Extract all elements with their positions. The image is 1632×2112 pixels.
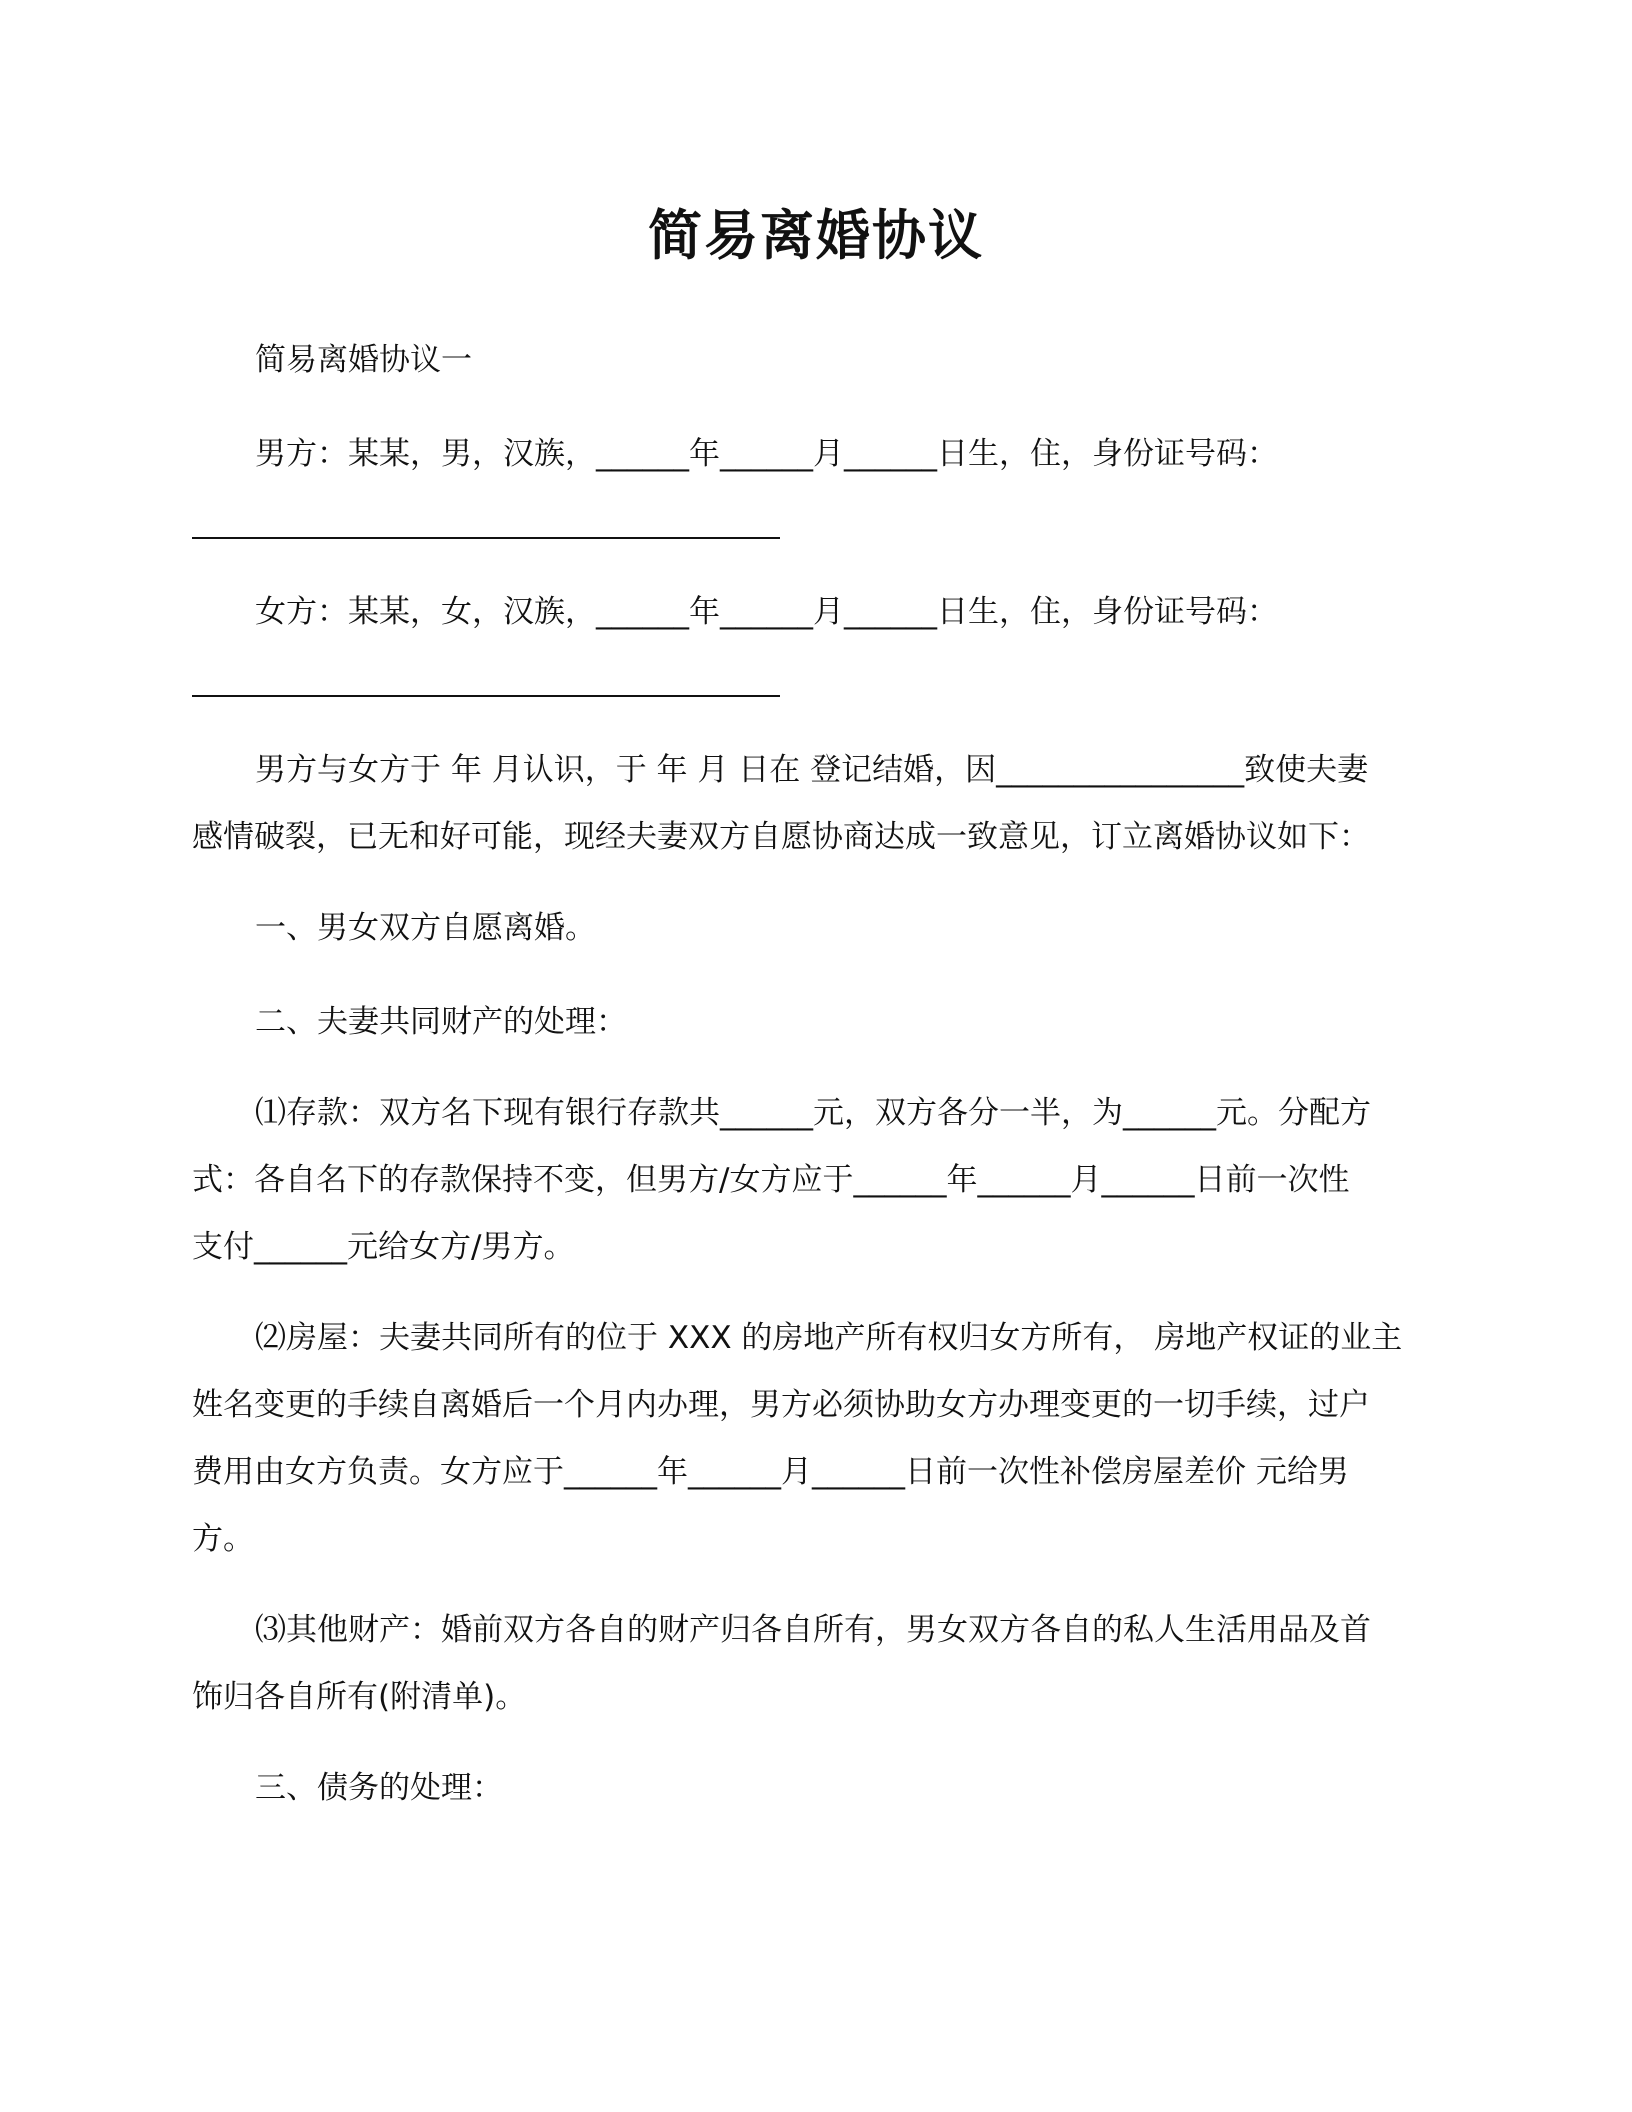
section-heading: 简易离婚协议一: [255, 342, 472, 378]
paragraph-line: ⑵房屋：夫妻共同所有的位于 XXX 的房地产所有权归女方所有， 房地产权证的业主: [255, 1320, 1403, 1356]
paragraph-line: 方。: [192, 1521, 254, 1557]
paragraph-line: 饰归各自所有(附清单)。: [192, 1679, 527, 1715]
paragraph-line: 式：各自名下的存款保持不变，但男方/女方应于______年______月______日前一次性: [192, 1162, 1350, 1198]
female-id-blank-line: [192, 695, 780, 697]
male-party-line: 男方：某某，男，汉族，______年______月______日生，住，身份证号码：: [255, 436, 1278, 472]
male-id-blank-line: [192, 537, 780, 539]
paragraph-line: ⑶其他财产：婚前双方各自的财产归各自所有，男女双方各自的私人生活用品及首: [255, 1612, 1371, 1648]
paragraph-line: ⑴存款：双方名下现有银行存款共______元，双方各分一半，为______元。分配方: [255, 1095, 1371, 1131]
paragraph-line: 感情破裂，已无和好可能，现经夫妻双方自愿协商达成一致意见，订立离婚协议如下：: [192, 819, 1370, 855]
clause-heading: 三、债务的处理：: [255, 1770, 503, 1806]
paragraph-line: 费用由女方负责。女方应于______年______月______日前一次性补偿房屋差价 元给男: [192, 1454, 1349, 1490]
document-title: 简易离婚协议: [648, 204, 984, 267]
clause-heading: 二、夫妻共同财产的处理：: [255, 1004, 627, 1040]
paragraph-line: 男方与女方于 年 月认识，于 年 月 日在 登记结婚，因________________致使夫妻: [255, 752, 1369, 788]
clause-heading: 一、男女双方自愿离婚。: [255, 910, 596, 946]
female-party-line: 女方：某某，女，汉族，______年______月______日生，住，身份证号码：: [255, 594, 1278, 630]
paragraph-line: 支付______元给女方/男方。: [192, 1229, 575, 1265]
paragraph-line: 姓名变更的手续自离婚后一个月内办理，男方必须协助女方办理变更的一切手续，过户: [192, 1387, 1370, 1423]
